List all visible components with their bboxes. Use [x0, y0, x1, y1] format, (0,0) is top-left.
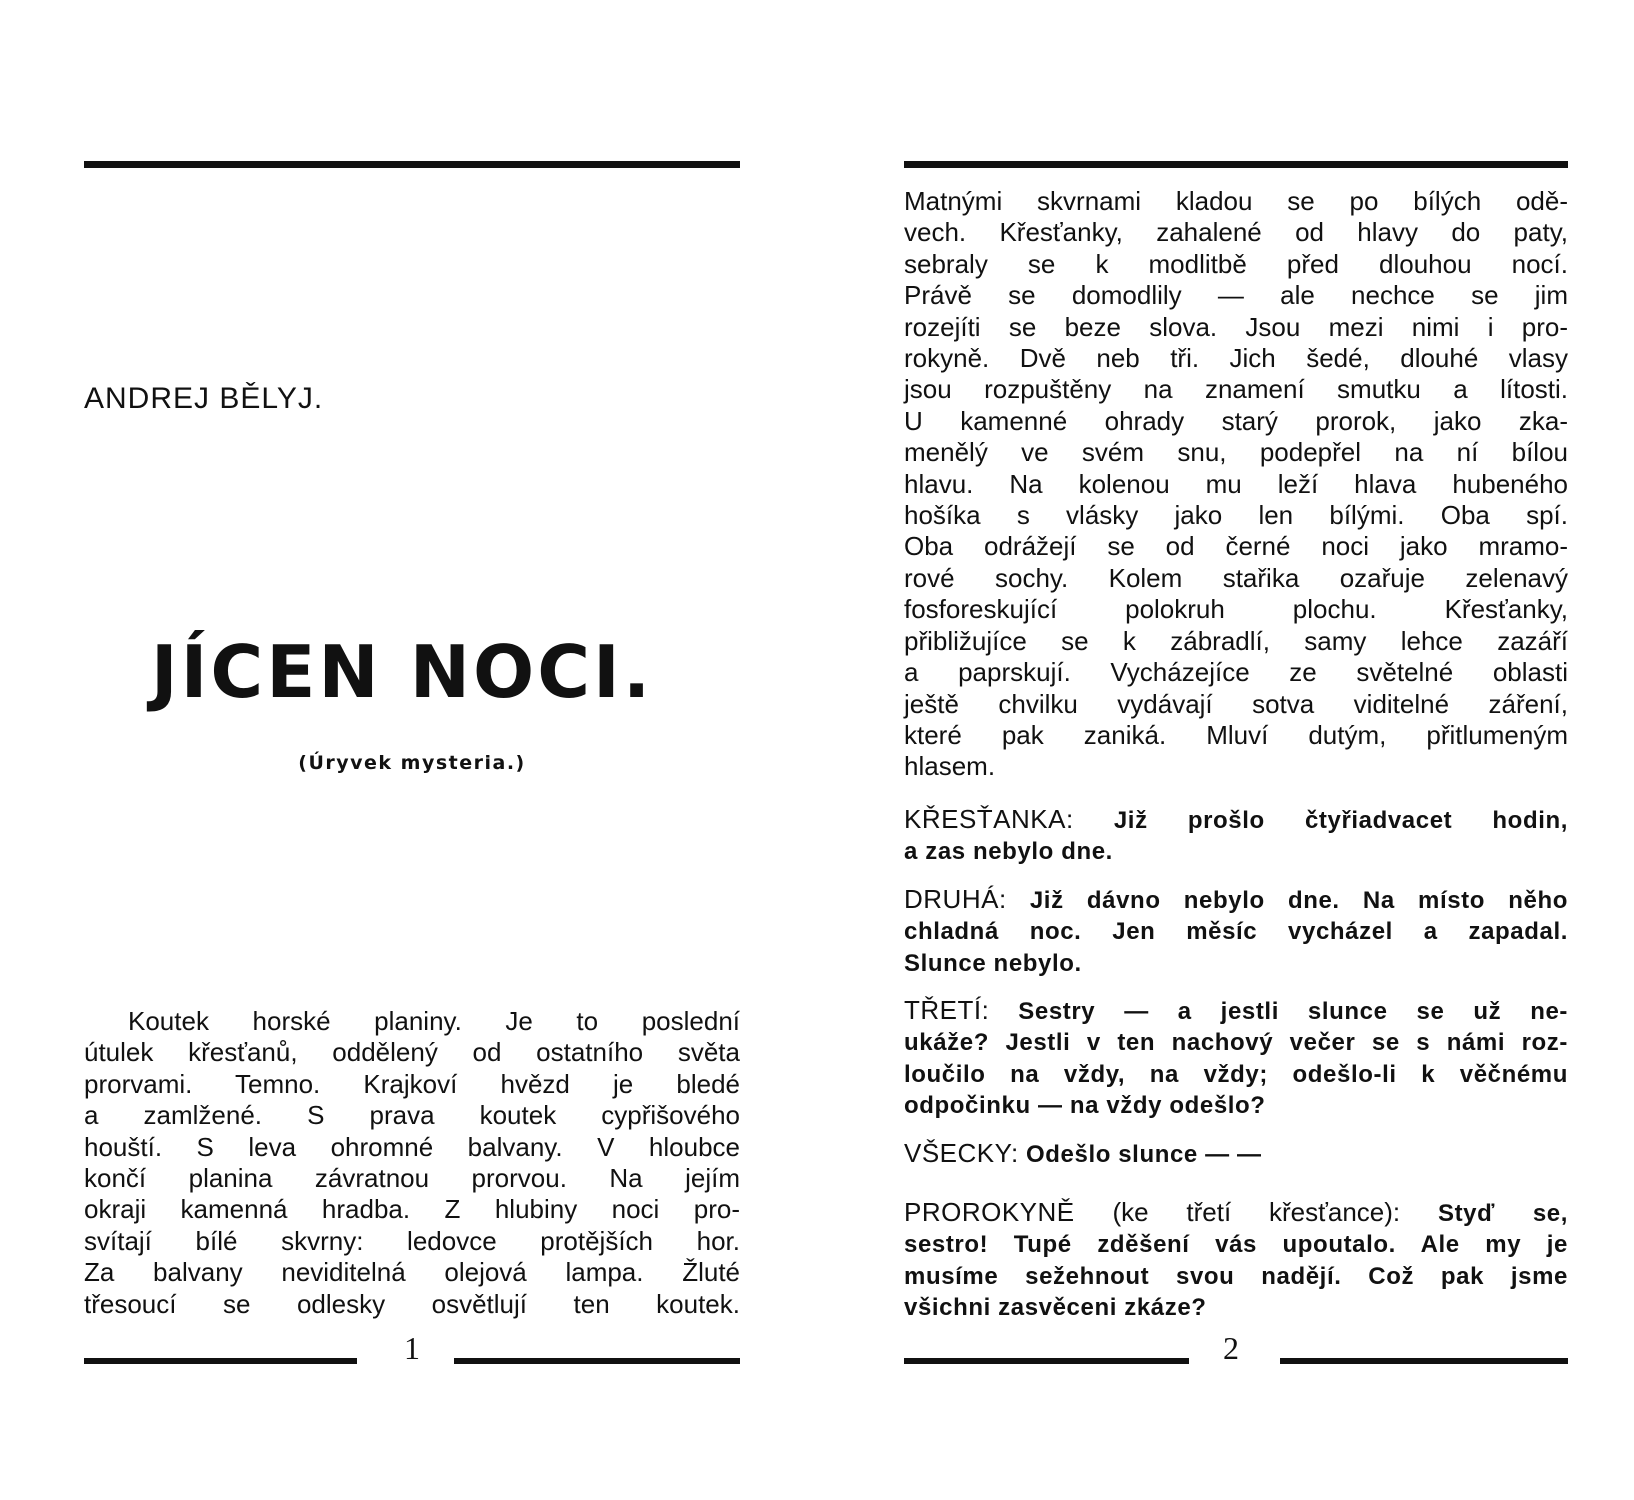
text-line: třesoucí se odlesky osvětlují ten koutek.	[84, 1288, 740, 1319]
dialogue-druha	[904, 884, 1568, 979]
stage-direction: (ke třetí křesťance):	[1112, 1197, 1401, 1227]
page-number: 1	[404, 1330, 420, 1366]
speech-line: všichni zasvěceni zkáze?	[904, 1294, 1207, 1322]
dialogue-krestanka	[904, 804, 1568, 868]
speech-line: ukáže? Jestli v ten nachový večer se s námi roz-	[904, 1029, 1568, 1057]
page-footer	[904, 1330, 1568, 1370]
top-rule	[84, 161, 740, 168]
speech-line: a zas nebylo dne.	[904, 838, 1113, 866]
text-line: končí planina závratnou prorvou. Na jejím	[84, 1163, 740, 1194]
text-line: Za balvany neviditelná olejová lampa. Žluté	[84, 1257, 740, 1288]
text-line: ještě chvilku vydávají sotva viditelné záření,	[904, 688, 1568, 719]
text-line: houští. S leva ohromné balvany. V hloubce	[84, 1131, 740, 1162]
top-rule	[904, 161, 1568, 168]
left-page	[84, 0, 740, 1500]
text-line: fosforeskující polokruh plochu. Křesťanky,	[904, 594, 1568, 625]
speaker-name: VŠECKY:	[904, 1138, 1019, 1168]
speech-line: odpočinku — na vždy odešlo?	[904, 1092, 1266, 1120]
footer-rule-left	[84, 1358, 357, 1364]
text-line: Matnými skvrnami kladou se po bílých odě-	[904, 186, 1568, 216]
text-line: Oba odrážejí se od černé noci jako mramo-	[904, 531, 1568, 562]
text-line: prorvami. Temno. Krajkoví hvězd je bledé	[84, 1068, 740, 1099]
speech-line: musíme sežehnout svou nadějí. Což pak jsme	[904, 1262, 1568, 1290]
author-name: ANDREJ BĚLYJ.	[84, 382, 324, 415]
speaker-name: TŘETÍ:	[904, 995, 990, 1025]
speech-text: Sestry — a jestli slunce se už ne-	[1018, 998, 1568, 1025]
footer-rule-left	[904, 1358, 1189, 1364]
footer-rule-right	[1280, 1358, 1568, 1364]
text-line: U kamenné ohrady starý prorok, jako zka-	[904, 405, 1568, 436]
speech-line: sestro! Tupé zděšení vás upoutalo. Ale my je	[904, 1231, 1568, 1259]
speech-line: chladná noc. Jen měsíc vycházel a zapadal.	[904, 918, 1568, 946]
text-line: hlasem.	[904, 751, 996, 782]
stage-directions-right	[904, 186, 1568, 783]
text-line: rokyně. Dvě neb tři. Jich šedé, dlouhé vlasy	[904, 343, 1568, 374]
speaker-name: KŘESŤANKA:	[904, 804, 1074, 834]
right-page	[904, 0, 1568, 1500]
page-footer	[84, 1330, 740, 1370]
speech-line: Slunce nebylo.	[904, 949, 1082, 977]
speech-text: Styď se,	[1437, 1200, 1569, 1227]
text-line: útulek křesťanů, oddělený od ostatního světa	[84, 1037, 740, 1068]
text-line: rové sochy. Kolem stařika ozařuje zelenavý	[904, 562, 1568, 593]
text-line: přibližujíce se k zábradlí, samy lehce zazáří	[904, 625, 1568, 656]
dialogue-prorokyne	[904, 1197, 1568, 1324]
text-line: a paprskují. Vycházejíce ze světelné oblasti	[904, 657, 1568, 688]
speaker-name: DRUHÁ:	[904, 884, 1007, 914]
speech-text: Již prošlo čtyřiadvacet hodin,	[1113, 807, 1568, 834]
text-line: rozejíti se beze slova. Jsou mezi nimi i pro-	[904, 311, 1568, 342]
text-line: sebraly se k modlitbě před dlouhou nocí.	[904, 248, 1568, 279]
text-line: které pak zaniká. Mluví dutým, přitlumeným	[904, 719, 1568, 750]
dialogue-vsecky	[904, 1138, 1568, 1170]
text-line: hlavu. Na kolenou mu leží hlava hubeného	[904, 468, 1568, 499]
text-line: Právě se domodlily — ale nechce se jim	[904, 280, 1568, 311]
speech-text: Odešlo slunce — —	[1026, 1141, 1262, 1168]
text-line: jsou rozpuštěny na znamení smutku a lítosti.	[904, 374, 1568, 405]
stage-directions-left	[84, 1006, 740, 1320]
page-number: 2	[1223, 1330, 1239, 1366]
footer-rule-right	[454, 1358, 740, 1364]
text-line: hošíka s vlásky jako len bílými. Oba spí.	[904, 500, 1568, 531]
text-line: a zamlžené. S prava koutek cypřišového	[84, 1100, 740, 1131]
text-line: menělý ve svém snu, podepřel na ní bílou	[904, 437, 1568, 468]
text-line: vech. Křesťanky, zahalené od hlavy do paty,	[904, 217, 1568, 248]
speech-line: loučilo na vždy, na vždy; odešlo-li k věčnému	[904, 1060, 1568, 1088]
text-line: Koutek horské planiny. Je to poslední	[128, 1006, 740, 1036]
work-subtitle: (Úryvek mysteria.)	[298, 752, 526, 774]
dialogue-treti	[904, 995, 1568, 1122]
text-line: okraji kamenná hradba. Z hlubiny noci pro-	[84, 1194, 740, 1225]
speech-text: Již dávno nebylo dne. Na místo něho	[1029, 887, 1568, 914]
speaker-name: PROROKYNĚ	[904, 1197, 1075, 1227]
work-title: JÍCEN NOCI.	[150, 630, 654, 714]
text-line: svítají bílé skvrny: ledovce protějších hor.	[84, 1225, 740, 1256]
